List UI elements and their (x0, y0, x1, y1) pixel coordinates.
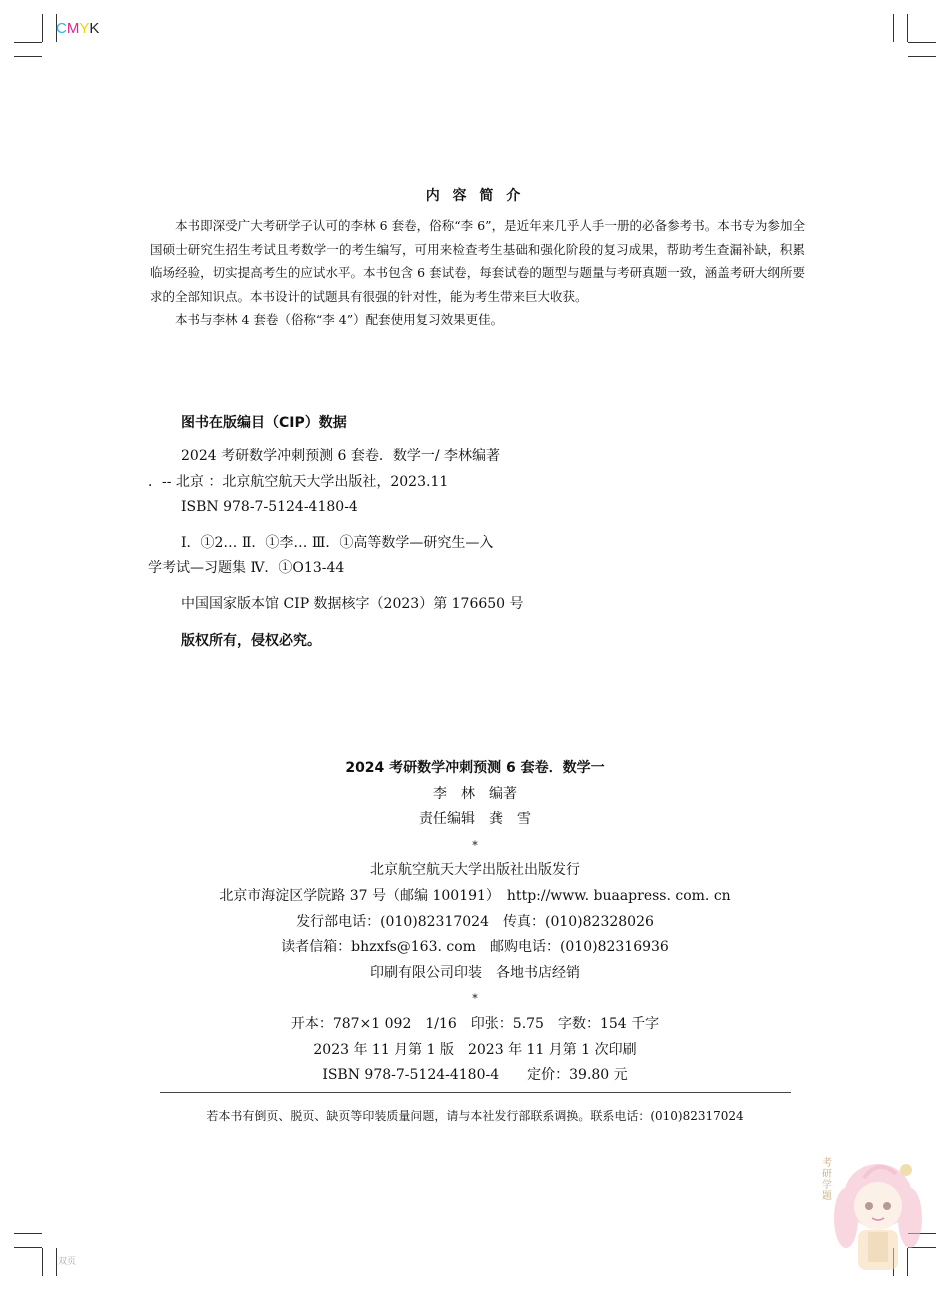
intro-title: 内 容 简 介 (425, 188, 525, 204)
page-marker: 双页 (58, 1256, 77, 1266)
crop-mark-top-left-h2 (14, 56, 42, 57)
colophon-mail: 读者信箱：bhzxfs@163. com 邮购电话：(010)82316936 (281, 939, 669, 956)
crop-mark-top-left-h (14, 42, 42, 43)
crop-mark-bottom-left-v (42, 1248, 43, 1276)
cip-block (148, 444, 578, 617)
cip-line-title: 2024 考研数学冲刺预测 6 套卷．数学一/ 李林编著 (181, 448, 501, 464)
crop-mark-top-right-v2 (907, 14, 908, 42)
colophon-title: 2024 考研数学冲刺预测 6 套卷．数学一 (345, 760, 605, 776)
colophon-separator-2: * (472, 992, 478, 1006)
cmyk-c: C (56, 20, 67, 37)
cip-line-isbn: ISBN 978-7-5124-4180-4 (181, 499, 358, 515)
crop-mark-top-right-v (893, 14, 894, 42)
copyright-notice: 版权所有，侵权必究。 (181, 633, 321, 649)
intro-paragraph-2: 本书与李林 4 套卷（俗称“李 4”）配套使用复习效果更佳。 (175, 312, 504, 327)
quality-notice: 若本书有倒页、脱页、缺页等印装质量问题，请与本社发行部联系调换。联系电话：(010)82317024 (206, 1109, 744, 1123)
cip-line-classification-cont: 学考试—习题集 Ⅳ．①O13-44 (148, 560, 345, 576)
crop-mark-top-left-v (42, 14, 43, 42)
cip-line-classification: Ⅰ．①2… Ⅱ．①李… Ⅲ．①高等数学—研究生—入 (181, 534, 494, 551)
colophon-isbn-price: ISBN 978-7-5124-4180-4 定价：39.80 元 (322, 1067, 628, 1084)
crop-mark-top-right-h (908, 42, 936, 43)
crop-mark-bottom-left-h2 (14, 1247, 42, 1248)
intro-paragraph-1: 本书即深受广大考研学子认可的李林 6 套卷，俗称“李 6”，是近年来几乎人手一册的必备参考书。本书专为参加全国硕士研究生招生考试且考数学一的考生编写，可用来检查考生基础和强化阶段的复习成果，帮助考生查漏补缺，积累临场经验，切实提高考生的应试水平。本书包含 6 套试卷，每套试卷的题型与题量与考研真题一致，涵盖考研大纲所要求的全部知识点。本书设计的试题具有很强的针对性，能为考生带来巨大收获。 (150, 218, 805, 304)
intro-body (150, 214, 805, 332)
cmyk-y: Y (79, 20, 90, 37)
colophon-separator-1: * (472, 838, 478, 852)
cip-line-record-number: 中国国家版本馆 CIP 数据核字（2023）第 176650 号 (181, 595, 524, 612)
colophon-phones: 发行部电话：(010)82317024 传真：(010)82328026 (296, 913, 654, 930)
colophon-printing: 印刷有限公司印装 各地书店经销 (370, 964, 580, 981)
crop-mark-bottom-left-v2 (56, 1248, 57, 1276)
colophon-publisher: 北京航空航天大学出版社出版发行 (370, 862, 580, 879)
crop-mark-top-right-h2 (908, 56, 936, 57)
colophon-author: 李 林 编著 (433, 785, 517, 802)
divider-rule (160, 1092, 791, 1093)
watermark-text: 考研学题 (822, 1158, 832, 1202)
cmyk-k: K (89, 20, 100, 37)
cmyk-m: M (66, 20, 80, 37)
colophon (0, 756, 950, 1089)
crop-mark-bottom-left-h (14, 1233, 42, 1234)
colophon-editor: 责任编辑 龚 雪 (419, 811, 531, 828)
mascot-watermark-icon (816, 1148, 936, 1283)
colophon-format: 开本：787×1 092 1/16 印张：5.75 字数：154 千字 (290, 1015, 660, 1032)
cip-line-publisher: ．-- 北京 ：北京航空航天大学出版社，2023.11 (148, 473, 449, 490)
cmyk-registration-label (56, 20, 99, 37)
colophon-address: 北京市海淀区学院路 37 号（邮编 100191） http://www. buaapress. com. cn (219, 887, 731, 904)
colophon-edition: 2023 年 11 月第 1 版 2023 年 11 月第 1 次印刷 (313, 1041, 637, 1058)
cip-heading: 图书在版编目（CIP）数据 (181, 415, 347, 431)
